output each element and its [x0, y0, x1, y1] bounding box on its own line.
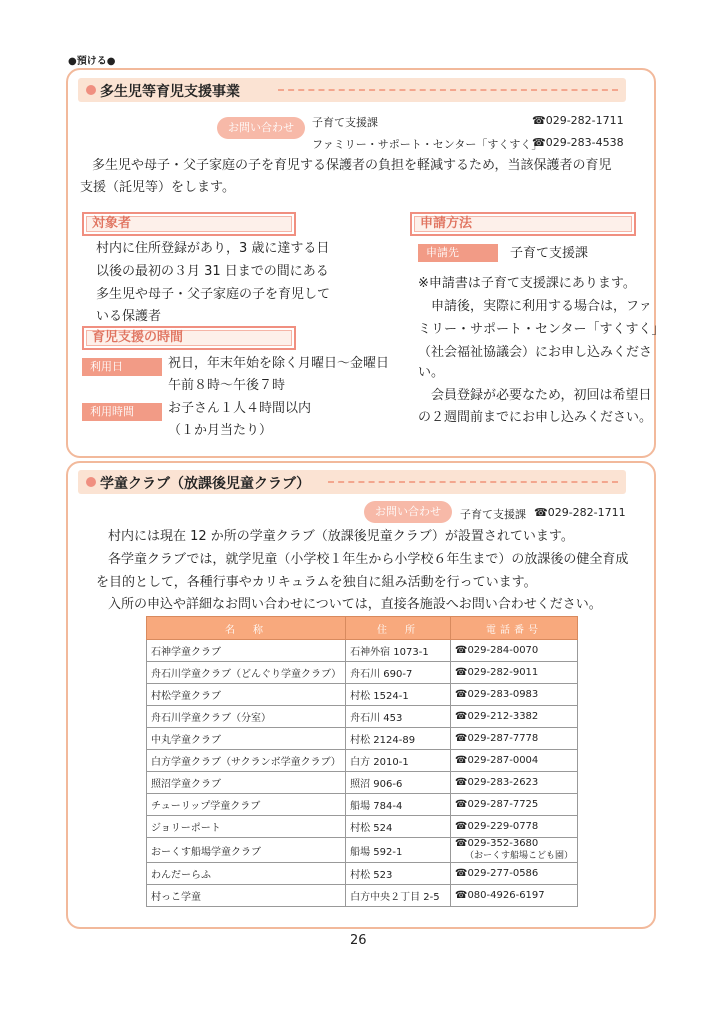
club-address-cell: 船場 592-1 [346, 838, 451, 863]
club-name-cell: 白方学童クラブ（サクランボ学童クラブ） [147, 750, 346, 772]
column-header-phone: 電話番号 [450, 617, 577, 640]
club-phone: ☎029-352-3680 [454, 838, 539, 849]
section-title: 多生児等育児支援事業 [100, 84, 240, 100]
dashed-divider [328, 481, 618, 483]
table-row [147, 885, 578, 907]
club-intro-text: 村内には現在 12 か所の学童クラブ（放課後児童クラブ）が設置されています。 [108, 529, 574, 544]
apply-note: い。 [418, 365, 445, 380]
club-phone-cell [450, 684, 577, 706]
apply-note: ミリー・サポート・センター「すくすく」 [418, 322, 665, 337]
club-name-cell: 村っこ学童 [147, 885, 346, 907]
time-heading: 育児支援の時間 [82, 326, 296, 350]
header-tag: ●預ける● [68, 56, 116, 67]
club-name-cell: 照沼学童クラブ [147, 772, 346, 794]
apply-to-label: 申請先 [418, 244, 498, 262]
table-row [147, 772, 578, 794]
table-header-row [147, 617, 578, 640]
club-address-cell: 舟石川 453 [346, 706, 451, 728]
target-line: いる保護者 [96, 309, 162, 324]
intro-text: 支援（託児等）をします。 [80, 180, 235, 195]
club-phone: ☎029-277-0586 [454, 868, 539, 879]
contact-name: 子育て支援課 [312, 116, 378, 129]
club-phone: ☎029-283-2623 [454, 777, 539, 788]
club-address-cell: 村松 523 [346, 863, 451, 885]
column-header-address: 住 所 [346, 617, 451, 640]
use-time-text: （１か月当たり） [168, 423, 273, 438]
club-intro-text: 入所の申込や詳細なお問い合わせについては，直接各施設へお問い合わせください。 [108, 597, 602, 612]
page-number: 26 [350, 933, 367, 948]
target-heading: 対象者 [82, 212, 296, 236]
contact-label-pill: お問い合わせ [217, 117, 305, 139]
bullet-dot-icon [86, 477, 96, 487]
club-address-cell: 石神外宿 1073-1 [346, 640, 451, 662]
club-address-cell: 村松 2124-89 [346, 728, 451, 750]
club-name-cell: チューリップ学童クラブ [147, 794, 346, 816]
club-phone-cell [450, 750, 577, 772]
club-phone: ☎029-282-9011 [454, 667, 539, 678]
section-title-band [78, 470, 626, 494]
club-phone: ☎029-284-0070 [454, 645, 539, 656]
apply-note: 会員登録が必要なため，初回は希望日 [418, 388, 652, 403]
bullet-dot-icon [86, 85, 96, 95]
apply-note: 申請後，実際に利用する場合は，ファ [418, 299, 652, 314]
club-phone: ☎029-287-7778 [454, 733, 539, 744]
club-intro-text: 各学童クラブでは，就学児童（小学校１年生から小学校６年生まで）の放課後の健全育成 [108, 552, 629, 567]
club-name-cell: おーくす船場学童クラブ [147, 838, 346, 863]
club-phone: ☎029-212-3382 [454, 711, 539, 722]
table-row [147, 728, 578, 750]
contact-phone: ☎029-282-1711 [532, 114, 624, 127]
club-phone-cell [450, 838, 577, 863]
club-phone: ☎029-287-7725 [454, 799, 539, 810]
club-address-cell: 舟石川 690-7 [346, 662, 451, 684]
target-line: 村内に住所登録があり，3 歳に達する日 [96, 241, 330, 256]
club-phone-cell [450, 816, 577, 838]
club-phone: ☎029-283-0983 [454, 689, 539, 700]
club-name-cell: 舟石川学童クラブ（分室） [147, 706, 346, 728]
apply-note: ※申請書は子育て支援課にあります。 [418, 276, 636, 291]
club-phone-cell [450, 706, 577, 728]
contact-name: ファミリー・サポート・センター「すくすく」 [312, 138, 543, 151]
table-row [147, 684, 578, 706]
contact-label-pill: お問い合わせ [364, 501, 452, 523]
club-name-cell: 舟石川学童クラブ（どんぐり学童クラブ） [147, 662, 346, 684]
contact-phone: ☎029-283-4538 [532, 136, 624, 149]
use-day-label: 利用日 [82, 358, 162, 376]
club-phone-cell [450, 863, 577, 885]
club-name-cell: 石神学童クラブ [147, 640, 346, 662]
table-row [147, 706, 578, 728]
club-name-cell: 村松学童クラブ [147, 684, 346, 706]
club-phone-cell [450, 794, 577, 816]
section-title: 学童クラブ（放課後児童クラブ） [100, 476, 311, 492]
club-phone-note: （おーくす船場こども園） [464, 851, 573, 861]
apply-to-value: 子育て支援課 [510, 246, 589, 261]
club-address-cell: 村松 1524-1 [346, 684, 451, 706]
column-header-name: 名 称 [147, 617, 346, 640]
club-phone-cell [450, 728, 577, 750]
use-time-label: 利用時間 [82, 403, 162, 421]
club-address-cell: 白方 2010-1 [346, 750, 451, 772]
use-day-text: 午前８時～午後７時 [168, 378, 286, 393]
table-row [147, 838, 578, 863]
club-phone-cell [450, 885, 577, 907]
club-address-cell: 村松 524 [346, 816, 451, 838]
club-phone-cell [450, 640, 577, 662]
club-name-cell: ジョリーポート [147, 816, 346, 838]
club-name-cell: わんだーらふ [147, 863, 346, 885]
table-row [147, 750, 578, 772]
club-address-cell: 照沼 906-6 [346, 772, 451, 794]
table-row [147, 863, 578, 885]
target-line: 多生児や母子・父子家庭の子を育児して [96, 287, 331, 302]
use-time-text: お子さん１人４時間以内 [168, 401, 312, 416]
club-phone-cell [450, 662, 577, 684]
table-row [147, 816, 578, 838]
club-address-cell: 白方中央２丁目 2-5 [346, 885, 451, 907]
section-title-band [78, 78, 626, 102]
contact-phone: ☎029-282-1711 [534, 506, 626, 519]
apply-heading: 申請方法 [410, 212, 636, 236]
club-phone-cell [450, 772, 577, 794]
dashed-divider [278, 89, 618, 91]
club-table [146, 616, 578, 907]
club-phone: ☎029-287-0004 [454, 755, 539, 766]
club-address-cell: 船場 784-4 [346, 794, 451, 816]
target-line: 以後の最初の３月 31 日までの間にある [96, 264, 329, 279]
club-phone: ☎029-229-0778 [454, 821, 539, 832]
contact-name: 子育て支援課 [460, 508, 526, 521]
apply-note: の２週間前までにお申し込みください。 [418, 410, 653, 425]
table-row [147, 640, 578, 662]
table-row [147, 794, 578, 816]
intro-text: 多生児や母子・父子家庭の子を育児する保護者の負担を軽減するため，当該保護者の育児 [92, 158, 612, 173]
table-row [147, 662, 578, 684]
club-name-cell: 中丸学童クラブ [147, 728, 346, 750]
apply-note: （社会福祉協議会）にお申し込みくださ [418, 345, 653, 360]
club-intro-text: を目的として，各種行事やカリキュラムを独自に組み活動を行っています。 [96, 575, 537, 590]
club-phone: ☎080-4926-6197 [454, 890, 545, 901]
use-day-text: 祝日，年末年始を除く月曜日～金曜日 [168, 356, 390, 371]
